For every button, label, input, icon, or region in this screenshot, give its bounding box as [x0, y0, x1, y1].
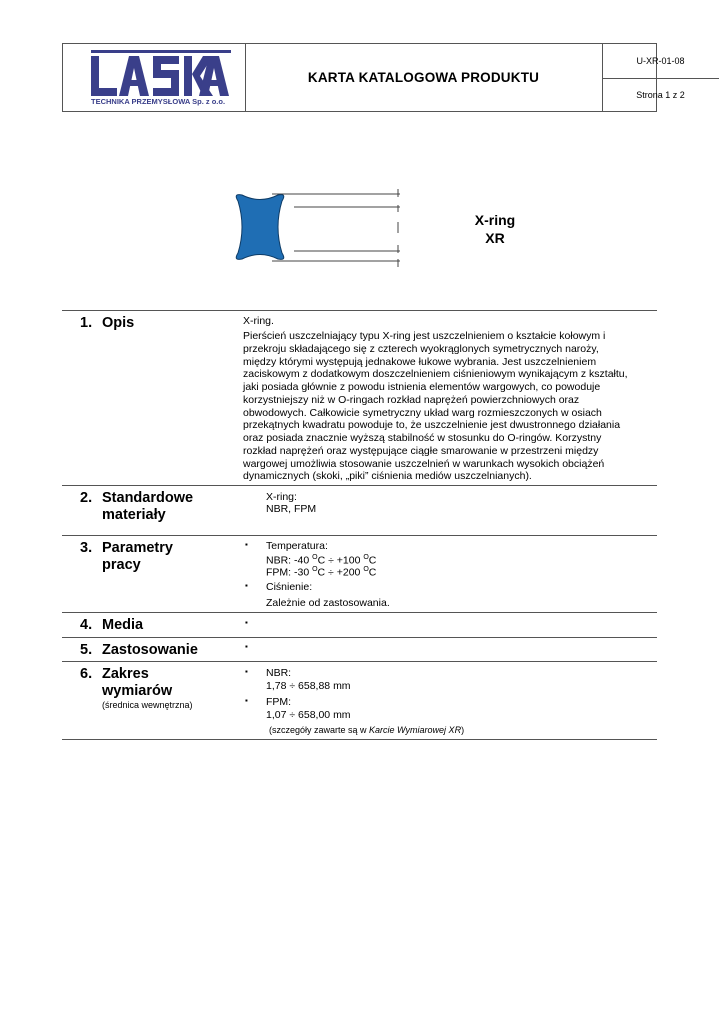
bullet-icon: ▪ — [245, 581, 248, 590]
nbr-range: 1,78 ÷ 658,88 mm — [266, 680, 351, 692]
fpm-label: FPM: — [266, 696, 292, 708]
materials-label: X-ring: — [266, 491, 297, 503]
divider — [62, 535, 657, 536]
page-number: Strona 1 z 2 — [636, 89, 685, 100]
product-name: X-ring XR — [474, 212, 516, 246]
logo-cell — [63, 44, 246, 111]
pressure-value: Zależnie od zastosowania. — [266, 597, 390, 609]
section-number: 1. — [80, 315, 93, 331]
fpm-temperature: FPM: -30 $^O$C ÷ +200 $^O$C — [266, 566, 377, 579]
section-title-parameters: Parametry pracy — [102, 540, 173, 573]
header-meta — [602, 44, 719, 111]
bullet-icon: ▪ — [245, 540, 248, 549]
section-title-opis: Opis — [102, 315, 135, 331]
doc-code: U-XR-01-08 — [602, 44, 719, 79]
section-number: 6. — [80, 666, 93, 682]
document-title: KARTA KATALOGOWA PRODUKTU — [245, 44, 603, 111]
fpm-range: 1,07 ÷ 658,00 mm — [266, 709, 351, 721]
temperature-label: Temperatura: — [266, 540, 328, 552]
section-number: 4. — [80, 617, 93, 633]
dimensions-subtitle: (średnica wewnętrzna) — [102, 700, 193, 710]
logo-subtitle: TECHNIKA PRZEMYSŁOWA Sp. z o.o. — [91, 97, 226, 106]
materials-value: NBR, FPM — [266, 503, 317, 515]
divider — [62, 661, 657, 662]
divider — [62, 612, 657, 613]
divider — [62, 739, 657, 740]
divider — [62, 485, 657, 486]
section-number: 3. — [80, 540, 93, 556]
section-title-application: Zastosowanie — [102, 642, 198, 658]
bullet-icon: ▪ — [245, 642, 248, 651]
bullet-icon: ▪ — [245, 618, 248, 627]
section-title-media: Media — [102, 617, 144, 633]
document-header — [62, 43, 685, 112]
dimensions-note: (szczegóły zawarte są w Karcie Wymiarowej XR) — [269, 725, 465, 735]
xring-cross-section-drawing — [228, 185, 408, 270]
section-number: 2. — [80, 490, 93, 506]
xring-profile — [236, 195, 284, 260]
section-number: 5. — [80, 642, 93, 658]
laska-logo — [89, 50, 235, 98]
divider — [62, 637, 657, 638]
pressure-label: Ciśnienie: — [266, 581, 313, 593]
section-title-dimensions: Zakres wymiarów — [102, 666, 173, 699]
divider — [62, 310, 657, 311]
nbr-label: NBR: — [266, 667, 292, 679]
bullet-icon: ▪ — [245, 667, 248, 676]
bullet-icon: ▪ — [245, 696, 248, 705]
nbr-temperature: NBR: -40 $^O$C ÷ +100 $^O$C — [266, 554, 377, 567]
section-title-materials: Standardowe materiały — [102, 490, 194, 523]
